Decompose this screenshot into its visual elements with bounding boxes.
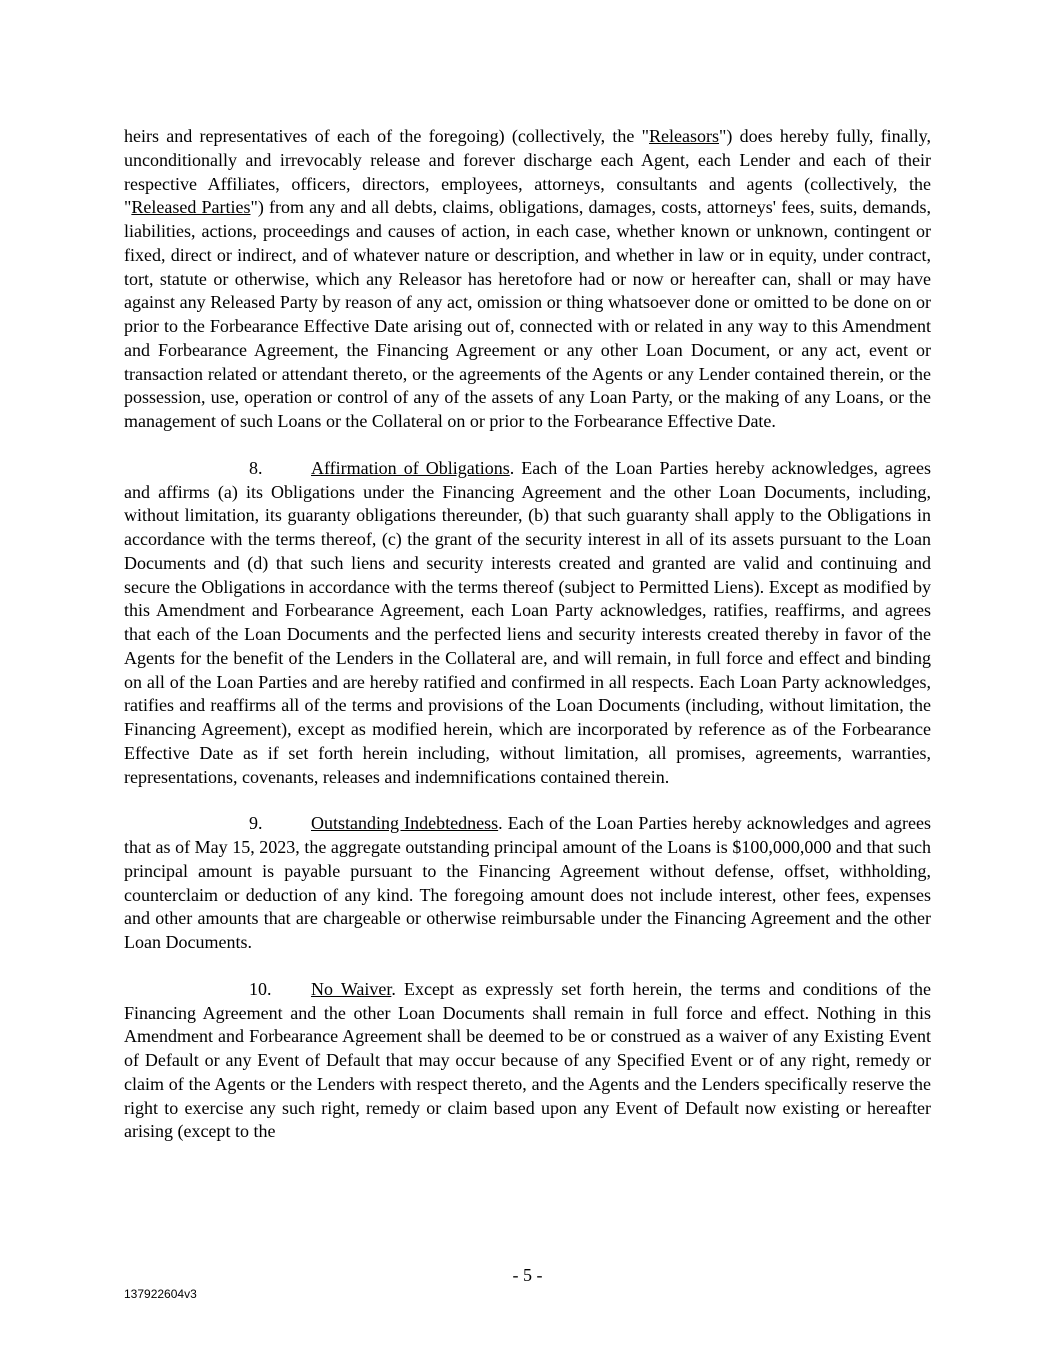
paragraph-release-continuation [124, 125, 931, 434]
section-8-affirmation [124, 457, 931, 790]
section-8-number: 8. [249, 457, 263, 478]
document-body [124, 125, 931, 1144]
release-text-b: ") does hereby fully, finally, unconditionally and irrevocably release and forever discharge each Agent, each Lender and each of their respective Affiliates, officers, directors, employees, attorneys, consultants and agents (collectively, the " [124, 126, 931, 218]
section-9-text: . Each of the Loan Parties hereby acknowledges and agrees that as of May 15, 2023, the aggregate outstanding principal amount of the Loans is $100,000,000 and that such principal amount is payable pursuant to the Financing Agreement without defense, offset, withholding, counterclaim or deduction of any kind. The foregoing amount does not include interest, other fees, expenses and other amounts that are chargeable or otherwise reimbursable under the Financing Agreement and the other Loan Documents. [124, 813, 931, 952]
section-8-heading: Affirmation of Obligations [311, 457, 510, 478]
section-10-no-waiver [124, 978, 931, 1144]
release-text-c: ") from any and all debts, claims, obligations, damages, costs, attorneys' fees, suits, demands, liabilities, actions, proceedings and causes of action, in each case, whether known or unknown, contingent or fixed, direct or indirect, and of whatever nature or description, and whether in law or in equity, under contract, tort, statute or otherwise, which any Releasor has heretofore had or now or hereafter can, shall or may have against any Released Party by reason of any act, omission or thing whatsoever done or omitted to be done on or prior to the Forbearance Effective Date arising out of, connected with or related in any way to this Amendment and Forbearance Agreement, the Financing Agreement or any other Loan Document, or any act, event or transaction related or attendant thereto, or the agreements of the Agents or any Lender contained therein, or the possession, use, operation or control of any of the assets of any Loan Party, or the making of any Loans, or the management of such Loans or the Collateral on or prior to the Forbearance Effective Date. [124, 197, 931, 431]
section-9-outstanding-indebtedness [124, 812, 931, 955]
section-10-number: 10. [249, 978, 272, 999]
defined-term-releasors: Releasors [649, 126, 720, 146]
release-text-a: heirs and representatives of each of the foregoing) (collectively, the " [124, 126, 650, 146]
section-10-text: . Except as expressly set forth herein, the terms and conditions of the Financing Agreement and the other Loan Documents shall remain in full force and effect. Nothing in this Amendment and Forbearance Agreement shall be deemed to be or construed as a waiver of any Existing Event of Default or any Event of Default that may occur because of any Specified Event or of any right, remedy or claim of the Agents or the Lenders with respect thereto, and the Agents and the Lenders specifically reserve the right to exercise any such right, remedy or claim based upon any Event of Default now existing or hereafter arising (except to the [124, 978, 931, 1142]
section-9-number: 9. [249, 813, 263, 834]
section-9-heading: Outstanding Indebtedness [311, 813, 499, 834]
section-10-heading: No Waiver [311, 978, 392, 999]
page-number: - 5 - [512, 1265, 543, 1285]
section-8-text: . Each of the Loan Parties hereby acknowledges, agrees and affirms (a) its Obligations under the Financing Agreement and the other Loan Documents, including, without limitation, its guaranty obligations thereunder, (b) that such guaranty shall apply to the Obligations in accordance with the terms thereof, (c) the grant of the security interest in all of its assets pursuant to the Loan Documents and (d) that such liens and security interests created and granted are valid and continuing and secure the Obligations in accordance with the terms thereof (subject to Permitted Liens). Except as modified by this Amendment and Forbearance Agreement, each Loan Party acknowledges, ratifies, reaffirms, and agrees that each of the Loan Documents and the perfected liens and security interests created thereby in favor of the Agents for the benefit of the Lenders in the Collateral are, and will remain, in full force and effect and binding on all of the Loan Parties and are hereby ratified and confirmed in all respects. Each Loan Party acknowledges, ratifies and reaffirms all of the terms and provisions of the Loan Documents (including, without limitation, the Financing Agreement), except as modified herein, which are incorporated by reference as of the Forbearance Effective Date as if set forth herein including, without limitation, all promises, agreements, warranties, representations, covenants, releases and indemnifications contained therein. [124, 457, 931, 787]
defined-term-released-parties: Released Parties [131, 197, 251, 218]
document-id: 137922604v3 [124, 1287, 197, 1301]
